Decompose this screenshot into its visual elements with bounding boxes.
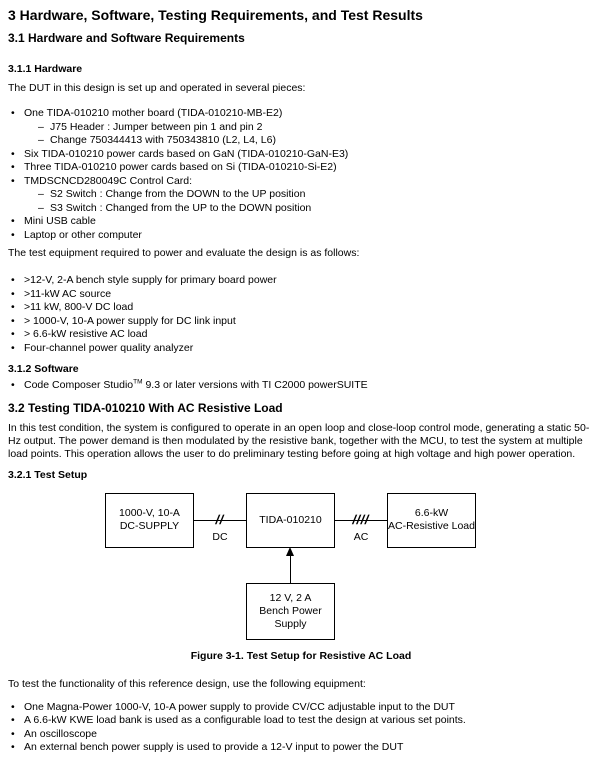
- bullet-marker: •: [11, 700, 15, 713]
- figure-caption: Figure 3-1. Test Setup for Resistive AC Load: [190, 649, 412, 662]
- dash-marker: –: [38, 120, 44, 133]
- section-3-2-1-title: 3.2.1 Test Setup: [8, 468, 88, 481]
- dc-supply-box: [105, 493, 194, 548]
- list-item-text: TMDSCNCD280049C Control Card:: [24, 174, 193, 187]
- tida-box: [246, 493, 335, 548]
- list-item: [8, 728, 594, 742]
- bullet-marker: •: [11, 301, 15, 314]
- list-item-text: > 1000-V, 10-A power supply for DC link input: [24, 314, 236, 327]
- list-item-text: Mini USB cable: [24, 215, 96, 228]
- list-item: [8, 714, 594, 728]
- list-item-text: A 6.6-kW KWE load bank is used as a configurable load to test the design at various set points.: [24, 714, 466, 727]
- list-item-text: An oscilloscope: [24, 727, 97, 740]
- list-item: [8, 229, 594, 243]
- list-item: [8, 379, 594, 393]
- list-subitem: [8, 188, 594, 202]
- list-item-text: An external bench power supply is used to provide a 12-V input to power the DUT: [24, 741, 404, 754]
- equipment-intro-paragraph: The test equipment required to power and evaluate the design is as follows:: [8, 247, 360, 260]
- bullet-marker: •: [11, 287, 15, 300]
- list-item-text: J75 Header : Jumper between pin 1 and pin 2: [50, 120, 263, 133]
- ac-bus-slash-marks: ////: [351, 511, 371, 527]
- list-item: [8, 288, 594, 302]
- list-item-text: One Magna-Power 1000-V, 10-A power supply to provide CV/CC adjustable input to the DUT: [24, 700, 455, 713]
- list-item: [8, 741, 594, 755]
- list-item-text: S2 Switch : Change from the DOWN to the UP position: [50, 188, 306, 201]
- bullet-marker: •: [11, 215, 15, 228]
- list-item-text: > 6.6-kW resistive AC load: [24, 328, 148, 341]
- dut-list: [8, 107, 594, 242]
- list-item-text: >11-kW AC source: [24, 287, 112, 300]
- section-3-1-1-title: 3.1.1 Hardware: [8, 63, 83, 75]
- bench-supply-box: [246, 583, 335, 640]
- list-item: [8, 315, 594, 329]
- bullet-marker: •: [11, 174, 15, 187]
- page-title: 3 Hardware, Software, Testing Requirements, and Test Results: [8, 7, 423, 23]
- tida-box-label: TIDA-010210: [259, 513, 322, 526]
- list-item: [8, 701, 594, 715]
- ac-load-box-line1: 6.6-kW: [414, 507, 449, 520]
- bench-supply-box-line2: Bench Power: [259, 604, 322, 617]
- list-subitem: [8, 202, 594, 216]
- ac-load-box: [387, 493, 476, 548]
- list-item-text: Change 750344413 with 750343810 (L2, L4, L6): [50, 134, 276, 147]
- list-item-text: >12-V, 2-A bench style supply for primary board power: [24, 274, 277, 287]
- list-item: [8, 215, 594, 229]
- list-item: [8, 148, 594, 162]
- dc-supply-box-line1: 1000-V, 10-A: [119, 507, 180, 520]
- ac-load-box-line2: AC-Resistive Load: [388, 520, 475, 533]
- list-item: [8, 274, 594, 288]
- list-item: [8, 175, 594, 189]
- dash-marker: –: [38, 134, 44, 147]
- software-list: [8, 379, 594, 393]
- bullet-marker: •: [11, 379, 15, 392]
- list-item-text: >11 kW, 800-V DC load: [24, 301, 134, 314]
- list-item-text: Laptop or other computer: [24, 228, 142, 241]
- test-condition-paragraph: In this test condition, the system is configured to operate in an open loop and close-loop control mode, generating a static 50-Hz output. The power demand is then modulated by the resistive bank, together with the MCU, to test the system at multiple load points. This operation allows the user to do preliminary testing before going at high voltage and high power operation.: [8, 421, 590, 461]
- list-item: [8, 161, 594, 175]
- bullet-marker: •: [11, 727, 15, 740]
- bullet-marker: •: [11, 274, 15, 287]
- trademark-superscript: TM: [133, 378, 143, 386]
- bullet-marker: •: [11, 107, 15, 120]
- ac-bus-label: AC: [353, 530, 369, 543]
- bullet-marker: •: [11, 741, 15, 754]
- section-3-2-title: 3.2 Testing TIDA-010210 With AC Resistive Load: [8, 400, 283, 415]
- bullet-marker: •: [11, 714, 15, 727]
- dc-supply-box-line2: DC-SUPPLY: [119, 520, 180, 533]
- bullet-marker: •: [11, 147, 15, 160]
- list-item-text: Three TIDA-010210 power cards based on Si (TIDA-010210-Si-E2): [24, 161, 337, 174]
- list-item-text: One TIDA-010210 mother board (TIDA-010210-MB-E2): [24, 107, 283, 120]
- dut-intro-paragraph: The DUT in this design is set up and operated in several pieces:: [8, 82, 306, 94]
- bullet-marker: •: [11, 228, 15, 241]
- bench-supply-box-line3: Supply: [274, 617, 307, 630]
- list-subitem: [8, 121, 594, 135]
- test-equipment-intro-paragraph: To test the functionality of this reference design, use the following equipment:: [8, 677, 366, 690]
- bench-supply-box-line1: 12 V, 2 A: [269, 591, 312, 604]
- section-3-1-2-title: 3.1.2 Software: [8, 363, 79, 376]
- section-3-1-title: 3.1 Hardware and Software Requirements: [8, 31, 245, 45]
- software-version-text: 9.3 or later versions with TI C2000 powerSUITE: [142, 379, 368, 392]
- dash-marker: –: [38, 188, 44, 201]
- figure-test-setup-diagram: [8, 486, 594, 644]
- list-item: [8, 328, 594, 342]
- software-name: Code Composer Studio: [24, 379, 134, 392]
- list-item: [8, 107, 594, 121]
- bench-arrowhead-icon: [286, 547, 294, 556]
- dash-marker: –: [38, 201, 44, 214]
- list-item-text: [24, 379, 594, 393]
- list-item: [8, 301, 594, 315]
- bench-arrow-line: [290, 556, 291, 583]
- bullet-marker: •: [11, 314, 15, 327]
- test-equipment-list: [8, 701, 594, 755]
- list-subitem: [8, 134, 594, 148]
- dc-bus-slash-marks: //: [214, 511, 226, 527]
- list-item-text: S3 Switch : Changed from the UP to the DOWN position: [50, 201, 312, 214]
- list-item-text: Six TIDA-010210 power cards based on GaN (TIDA-010210-GaN-E3): [24, 147, 349, 160]
- list-item: [8, 342, 594, 356]
- bullet-marker: •: [11, 341, 15, 354]
- bullet-marker: •: [11, 161, 15, 174]
- equipment-list: [8, 274, 594, 355]
- dc-bus-label: DC: [212, 530, 228, 543]
- bullet-marker: •: [11, 328, 15, 341]
- list-item-text: Four-channel power quality analyzer: [24, 341, 194, 354]
